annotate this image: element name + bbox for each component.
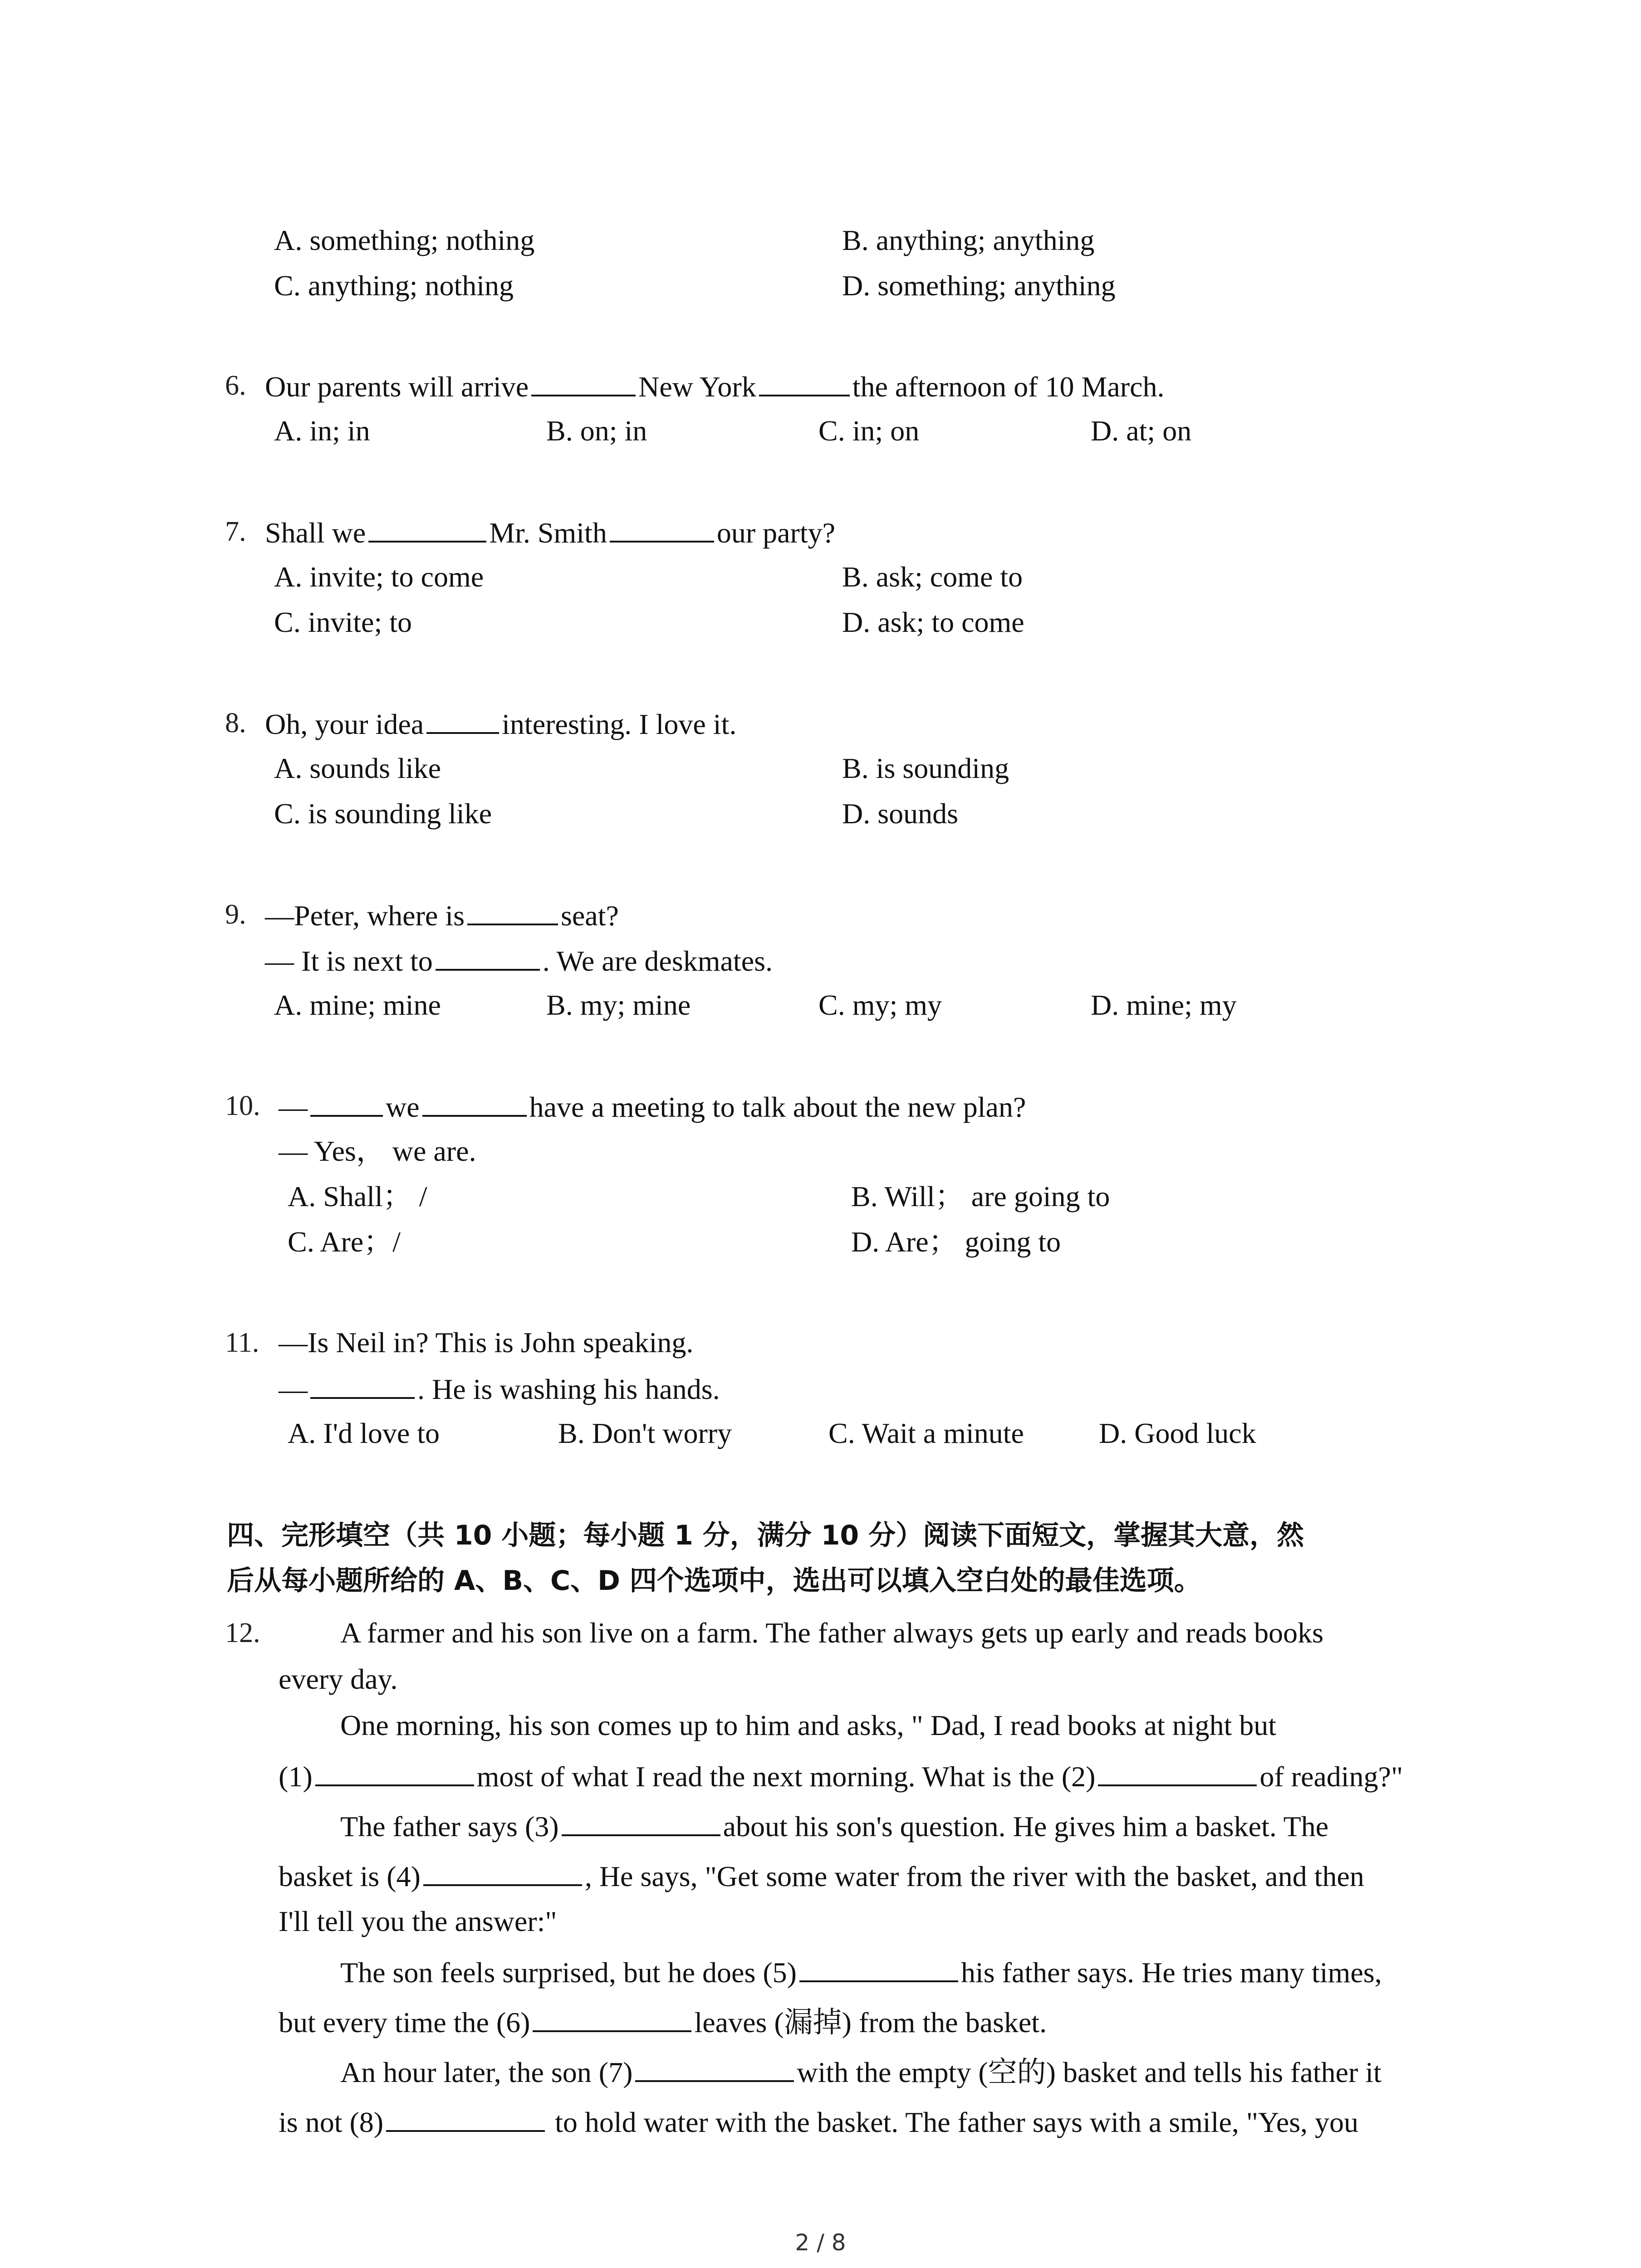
q12-para4-line2: but every time the (6) leaves (漏掉) from the basket. — [279, 2003, 1047, 2041]
q12-para5-line2: is not (8) to hold water with the basket. The father says with a smile, "Yes, you — [279, 2103, 1358, 2141]
q10-option-a: A. Shall； / — [288, 1180, 427, 1212]
q6-stem: Our parents will arrive New York the afternoon of 10 March. — [265, 367, 1164, 405]
q11-line1: —Is Neil in? This is John speaking. — [279, 1326, 694, 1359]
q12-para3-line2: basket is (4) , He says, "Get some water from the river with the basket, and then — [279, 1857, 1364, 1895]
q9-number: 9. — [225, 899, 246, 930]
q9-option-c: C. my; my — [818, 989, 942, 1021]
q7-option-b: B. ask; come to — [842, 561, 1023, 593]
q7-number: 7. — [225, 516, 246, 547]
q6-option-d: D. at; on — [1091, 415, 1192, 447]
q11-line2: — . He is washing his hands. — [279, 1370, 720, 1408]
q5-option-a: A. something; nothing — [274, 224, 535, 256]
q11-option-c: C. Wait a minute — [828, 1417, 1024, 1449]
q11-number: 11. — [225, 1327, 260, 1358]
q8-stem: Oh, your idea interesting. I love it. — [265, 705, 736, 743]
q9-option-d: D. mine; my — [1091, 989, 1237, 1021]
q12-para5-line1: An hour later, the son (7) with the empty (空的) basket and tells his father it — [340, 2053, 1381, 2091]
section-heading — [227, 1513, 1479, 1603]
q11-option-a: A. I'd love to — [288, 1417, 440, 1449]
q6-option-c: C. in; on — [818, 415, 920, 447]
q10-option-d: D. Are； going to — [851, 1226, 1061, 1258]
q9-option-a: A. mine; mine — [274, 989, 441, 1021]
q7-option-d: D. ask; to come — [842, 606, 1024, 638]
section-heading-line1: 四、完形填空（共 10 小题；每小题 1 分，满分 10 分）阅读下面短文，掌握其大意，然 — [227, 1520, 1304, 1551]
q8-option-d: D. sounds — [842, 797, 959, 830]
q12-para3-line1: The father says (3) about his son's question. He gives him a basket. The — [340, 1807, 1328, 1845]
q11-option-d: D. Good luck — [1099, 1417, 1256, 1449]
q12-para4-line1: The son feels surprised, but he does (5) his father says. He tries many times, — [340, 1953, 1382, 1991]
q5-option-c: C. anything; nothing — [274, 269, 514, 302]
q10-option-c: C. Are；/ — [288, 1226, 401, 1258]
q10-option-b: B. Will； are going to — [851, 1180, 1110, 1212]
q12-para2-line1: One morning, his son comes up to him and asks, " Dad, I read books at night but — [340, 1709, 1277, 1741]
q8-option-b: B. is sounding — [842, 752, 1009, 784]
q10-line2: — Yes， we are. — [279, 1135, 476, 1167]
q7-option-a: A. invite; to come — [274, 561, 484, 593]
q12-number: 12. — [225, 1618, 260, 1648]
q10-line1: — we have a meeting to talk about the new plan? — [279, 1088, 1026, 1125]
q6-option-b: B. on; in — [546, 415, 647, 447]
q5-option-d: D. something; anything — [842, 269, 1116, 302]
q6-number: 6. — [225, 370, 246, 401]
q9-line2: — It is next to . We are deskmates. — [265, 942, 773, 979]
q5-option-b: B. anything; anything — [842, 224, 1095, 256]
q11-option-b: B. Don't worry — [558, 1417, 732, 1449]
q8-number: 8. — [225, 708, 246, 738]
q6-option-a: A. in; in — [274, 415, 370, 447]
q7-option-c: C. invite; to — [274, 606, 412, 638]
q9-line1: —Peter, where is seat? — [265, 896, 619, 934]
q12-para1-line2: every day. — [279, 1663, 398, 1695]
section-heading-line2: 后从每小题所给的 A、B、C、D 四个选项中，选出可以填入空白处的最佳选项。 — [227, 1565, 1201, 1597]
q8-option-a: A. sounds like — [274, 752, 441, 784]
q12-para3-line3: I'll tell you the answer:" — [279, 1905, 557, 1937]
q12-para1-line1: A farmer and his son live on a farm. The father always gets up early and reads books — [340, 1617, 1324, 1649]
q9-option-b: B. my; mine — [546, 989, 691, 1021]
q12-para2-line2: (1) most of what I read the next morning. What is the (2) of reading?" — [279, 1757, 1403, 1795]
q7-stem: Shall we Mr. Smith our party? — [265, 513, 835, 551]
q10-number: 10. — [225, 1090, 260, 1121]
page-number: 2 / 8 — [795, 2229, 846, 2256]
q8-option-c: C. is sounding like — [274, 797, 492, 830]
